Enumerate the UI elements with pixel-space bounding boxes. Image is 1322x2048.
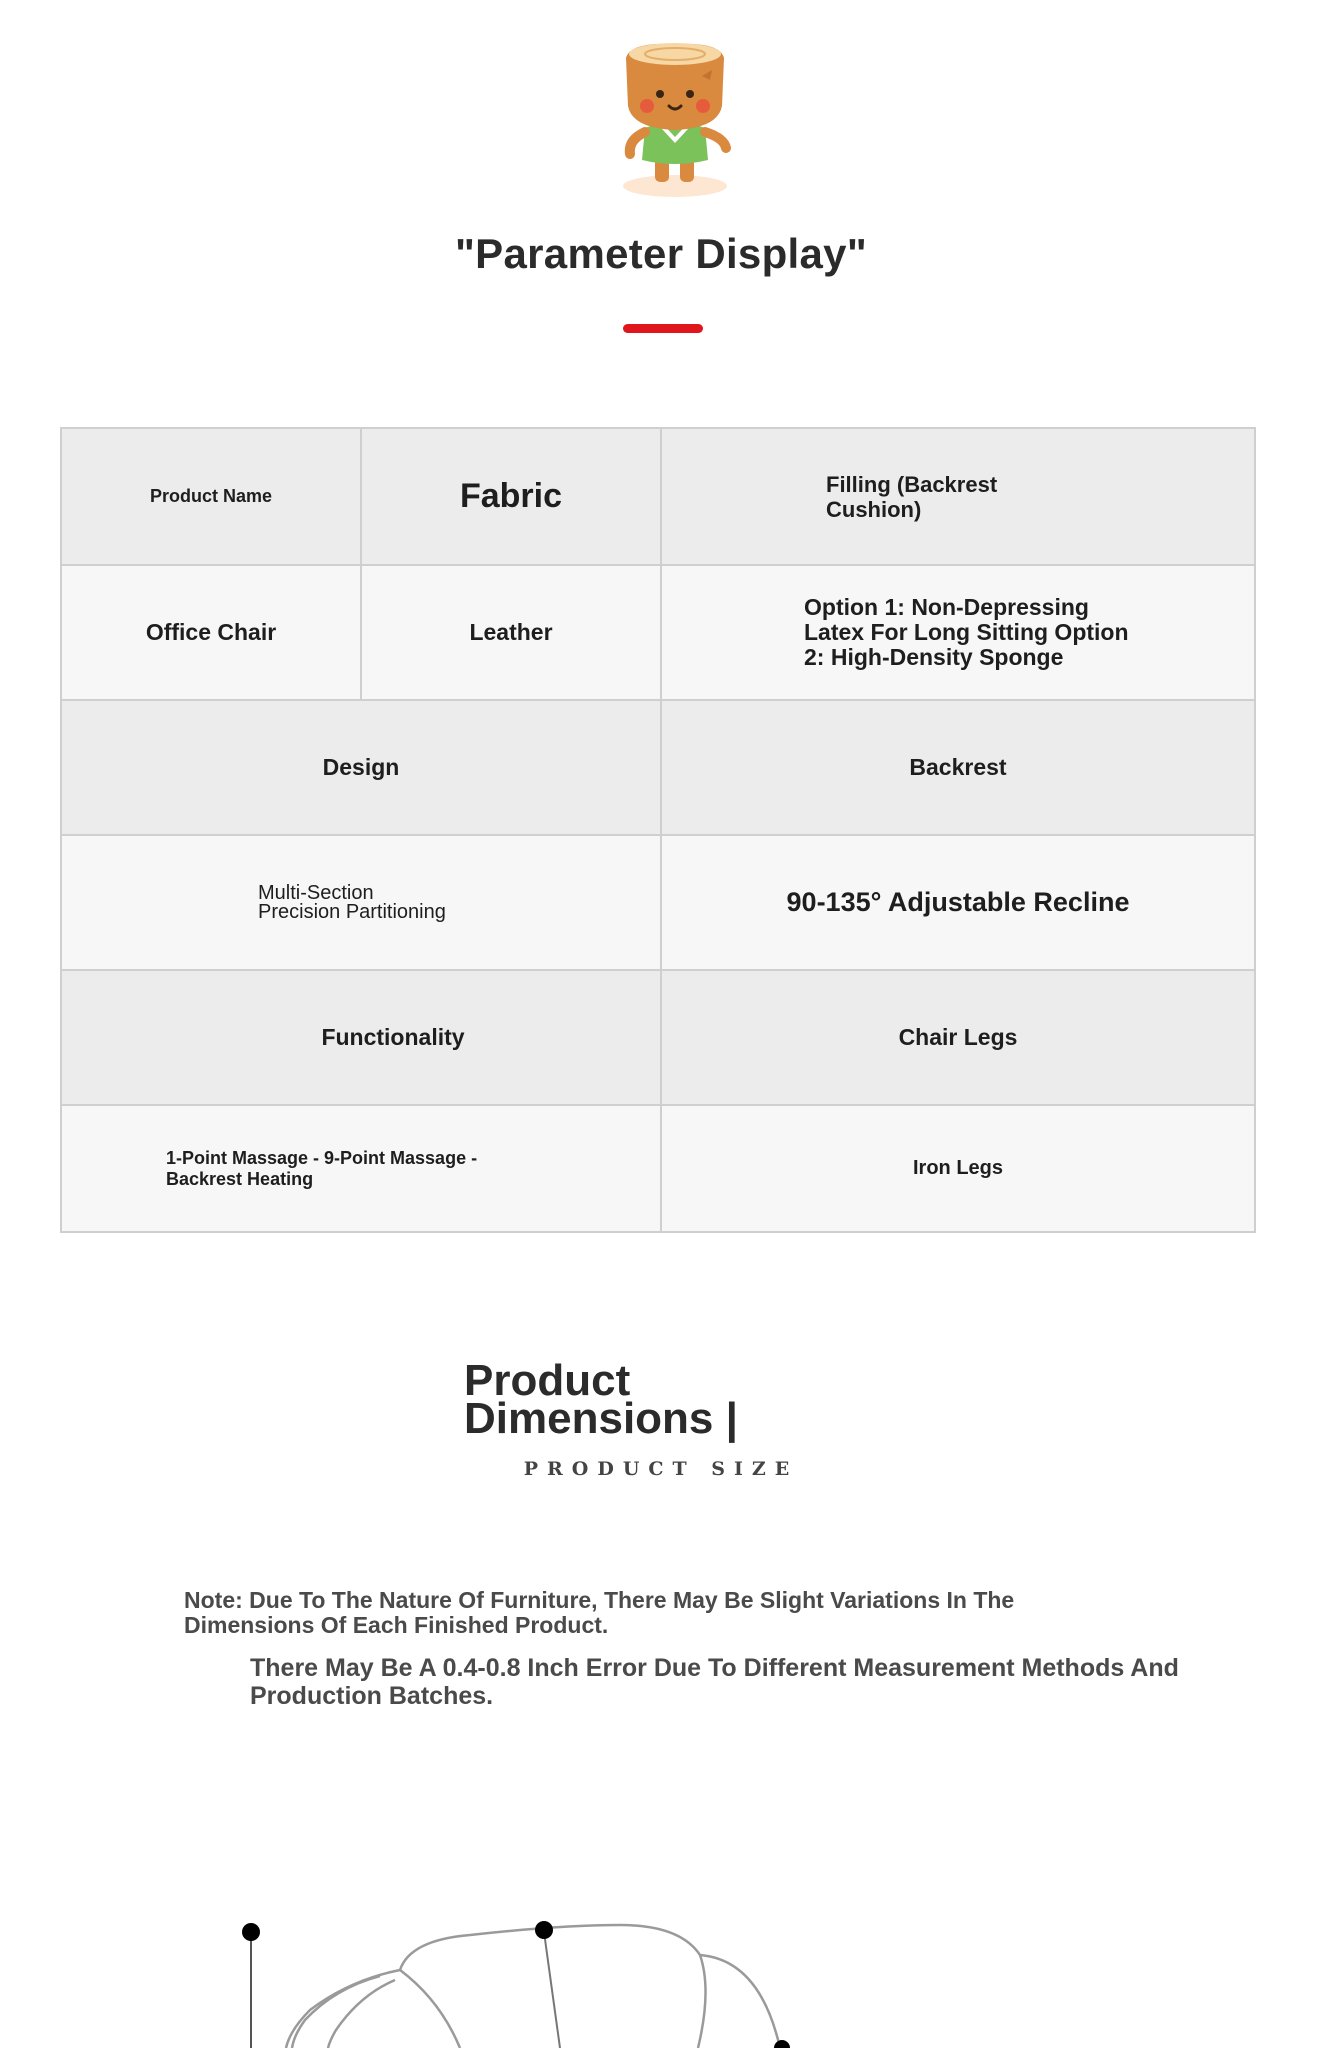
- chair-legs-value-cell: [660, 1106, 1254, 1231]
- dimensions-title: Product Dimensions |: [464, 1356, 738, 1443]
- functionality-label-cell: [62, 971, 660, 1104]
- table-row: [62, 564, 1254, 699]
- backrest-value-cell: [660, 836, 1254, 969]
- chair-dimension-line-drawing: [0, 1880, 1322, 2048]
- design-label: Design: [322, 754, 400, 780]
- measurement-error-note: There May Be A 0.4-0.8 Inch Error Due To Different Measurement Methods And Production Batches.: [250, 1654, 1179, 1710]
- parameter-table: [60, 427, 1256, 1233]
- filling-label: Filling (Backrest Cushion): [826, 471, 998, 522]
- chair-legs-label-cell: [660, 971, 1254, 1104]
- backrest-value: 90-135° Adjustable Recline: [786, 887, 1130, 917]
- filling-value-cell: [660, 566, 1254, 699]
- fabric-label: Fabric: [459, 477, 563, 515]
- product-name-value-cell: [62, 566, 360, 699]
- fabric-value: Leather: [469, 619, 553, 645]
- tree-stump-mascot-icon: [600, 36, 750, 201]
- design-value: Multi-Section Precision Partitioning: [258, 881, 446, 923]
- title-underline-accent: [623, 324, 703, 333]
- functionality-label: Functionality: [321, 1024, 465, 1050]
- table-row: [62, 834, 1254, 969]
- fabric-value-cell: [360, 566, 660, 699]
- filling-label-cell: [660, 429, 1254, 564]
- table-row: [62, 699, 1254, 834]
- dimensions-subtitle: PRODUCT SIZE: [523, 1458, 799, 1480]
- chair-legs-label: Chair Legs: [898, 1024, 1018, 1050]
- design-value-cell: [62, 836, 660, 969]
- variation-note: Note: Due To The Nature Of Furniture, There May Be Slight Variations In The Dimensions Of Each Finished Product.: [184, 1587, 1015, 1638]
- product-name-label-cell: [62, 429, 360, 564]
- backrest-label: Backrest: [909, 754, 1007, 780]
- table-row: [62, 969, 1254, 1104]
- table-row: [62, 429, 1254, 564]
- backrest-label-cell: [660, 701, 1254, 834]
- table-row: [62, 1104, 1254, 1231]
- functionality-value: 1-Point Massage - 9-Point Massage - Backrest Heating: [166, 1147, 478, 1189]
- chair-legs-value: Iron Legs: [912, 1157, 1003, 1179]
- filling-value: Option 1: Non-Depressing Latex For Long Sitting Option 2: High-Density Sponge: [804, 594, 1129, 670]
- page-title: "Parameter Display": [454, 230, 868, 277]
- product-name-label: Product Name: [149, 486, 273, 506]
- design-label-cell: [62, 701, 660, 834]
- product-name-value: Office Chair: [145, 619, 277, 645]
- functionality-value-cell: [62, 1106, 660, 1231]
- fabric-label-cell: [360, 429, 660, 564]
